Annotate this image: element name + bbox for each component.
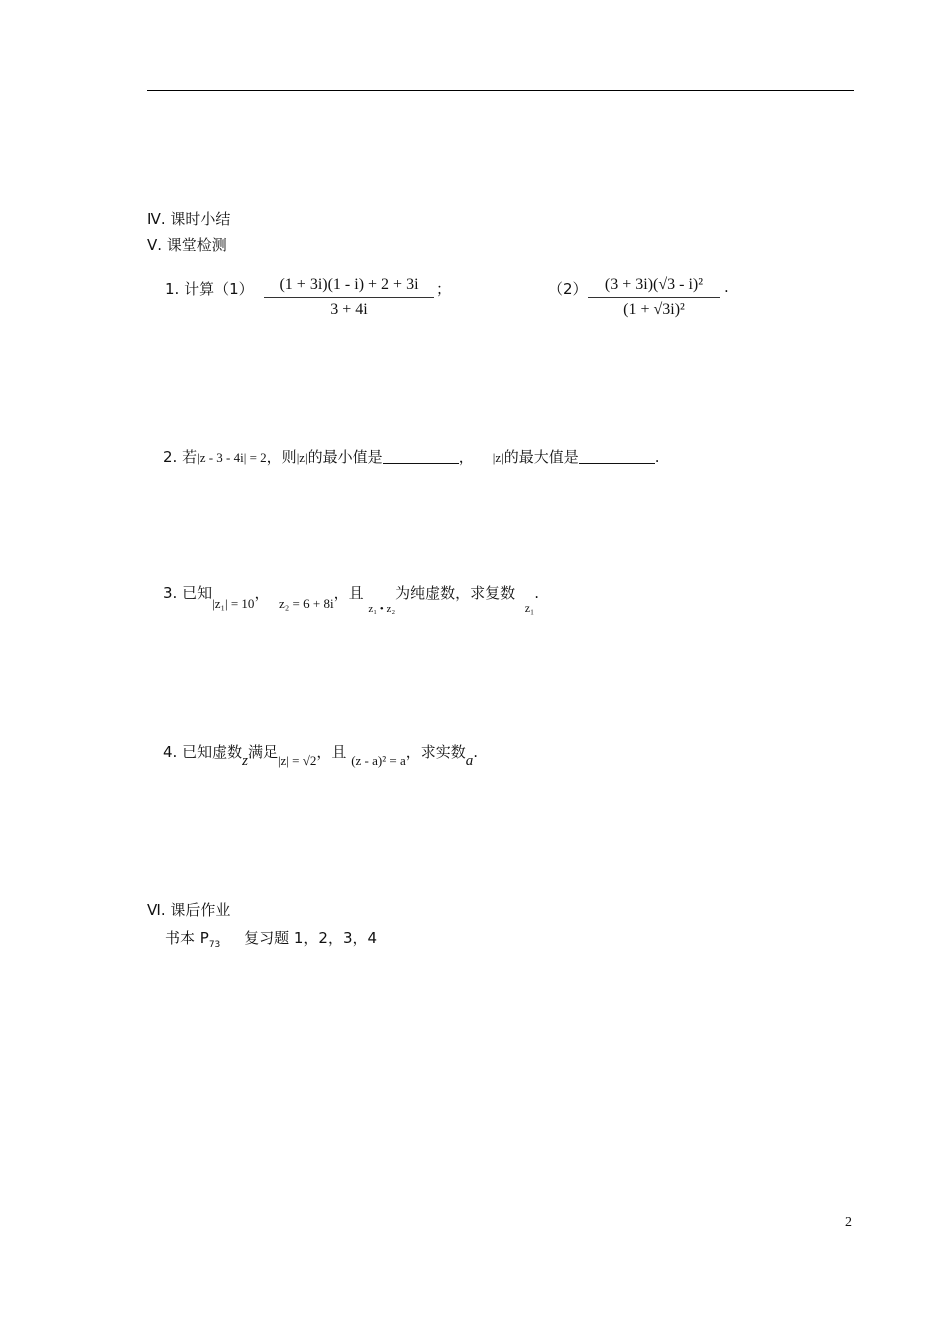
q2-line <box>163 446 660 467</box>
q4-prefix: 4. 已知虚数 <box>163 743 243 761</box>
fraction-bar <box>588 297 720 298</box>
q2-comma: ， <box>458 448 474 466</box>
q2-abs-z: |z| <box>296 450 308 465</box>
q3-target: z₁ <box>524 601 535 615</box>
q4-and: ，且 <box>316 743 347 761</box>
q3-end: . <box>534 584 540 602</box>
q4-satisfy: 满足 <box>247 743 278 761</box>
page-number: 2 <box>845 1215 852 1230</box>
q1-fraction-1 <box>264 274 434 321</box>
fraction-bar <box>264 297 434 298</box>
q1-label-2: （2） <box>548 280 588 298</box>
q1-f1-denominator: 3 + 4i <box>330 301 368 318</box>
q4-text: ，求实数 <box>405 743 466 761</box>
q4-line <box>163 741 479 769</box>
q4-condition-1: |z| = √2 <box>277 753 317 768</box>
q4-condition-2: (z - a)² = a <box>351 753 406 768</box>
q1-prefix: 1. 计算（1） <box>165 280 254 298</box>
homework-review: 复习题 1，2，3，4 <box>244 929 378 947</box>
section-homework-heading: Ⅵ. 课后作业 <box>147 901 231 919</box>
q2-max-text: 的最大值是 <box>503 448 579 466</box>
q3-and: ，且 <box>333 584 364 602</box>
q3-product: z₁ • z₂ <box>368 603 396 615</box>
q1-f2-numerator: (3 + 3i)(√3 - i)² <box>604 276 704 293</box>
q2-end: . <box>654 448 660 466</box>
homework-line <box>165 927 377 950</box>
q2-then: ，则 <box>266 448 297 466</box>
q3-text: 为纯虚数，求复数 <box>395 584 516 602</box>
q2-prefix: 2. 若 <box>163 448 198 466</box>
q1-end: . <box>724 278 729 296</box>
q4-end: . <box>473 743 479 761</box>
section-summary-heading: Ⅳ. 课时小结 <box>147 210 231 228</box>
q3-prefix: 3. 已知 <box>163 584 213 602</box>
q2-min-text: 的最小值是 <box>307 448 383 466</box>
q1-fraction-2 <box>588 274 720 321</box>
q1-f2-denominator: (1 + √3i)² <box>623 301 685 318</box>
q2-max-blank <box>579 449 655 464</box>
q3-line <box>163 582 540 615</box>
q2-abs-z-2: |z| <box>492 450 504 465</box>
q4-z: z <box>242 753 248 769</box>
q3-condition-2: z₂ = 6 + 8i <box>279 596 334 611</box>
q1-f1-numerator: (1 + 3i)(1 - i) + 2 + 3i <box>279 276 419 293</box>
q4-a: a <box>465 753 474 769</box>
homework-page-number: 73 <box>208 940 221 950</box>
section-test-heading: Ⅴ. 课堂检测 <box>147 236 227 254</box>
q3-condition-1: |z₁| = 10 <box>212 596 255 611</box>
q1-separator: ； <box>436 280 452 298</box>
q2-condition: |z - 3 - 4i| = 2 <box>197 450 267 465</box>
homework-book: 书本 P <box>165 929 209 947</box>
q2-min-blank <box>383 449 459 464</box>
header-rule <box>147 90 854 91</box>
q3-comma: ， <box>254 584 270 602</box>
